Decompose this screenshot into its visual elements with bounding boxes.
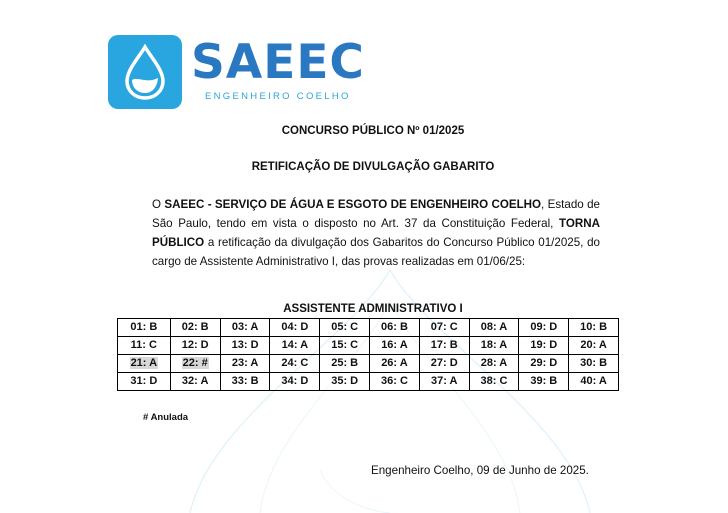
para-org-name: SAEEC - SERVIÇO DE ÁGUA E ESGOTO DE ENGENHEIRO COELHO: [164, 198, 542, 211]
answer-cell: 07: C: [419, 319, 469, 337]
answer-cell: 10: B: [569, 319, 619, 337]
answer-cell: 02: B: [170, 319, 220, 337]
answer-cell: 31: D: [118, 373, 171, 391]
retificacao-title: RETIFICAÇÃO DE DIVULGAÇÃO GABARITO: [251, 161, 495, 173]
answer-cell: 14: A: [270, 337, 320, 355]
answer-cell: 39: B: [519, 373, 569, 391]
logo-name: SAEEC: [191, 35, 365, 90]
answer-cell: 23: A: [220, 355, 270, 373]
signature-date: Engenheiro Coelho, 09 de Junho de 2025.: [371, 464, 589, 477]
answer-cell: 19: D: [519, 337, 569, 355]
answer-cell: 36: C: [370, 373, 420, 391]
answer-cell: 12: D: [170, 337, 220, 355]
answer-cell: 26: A: [370, 355, 420, 373]
answer-cell: 16: A: [370, 337, 420, 355]
answer-key-table: [117, 318, 619, 391]
intro-paragraph: [152, 195, 600, 271]
answer-cell: 05: C: [320, 319, 370, 337]
answer-cell: 06: B: [370, 319, 420, 337]
answer-cell: 29: D: [519, 355, 569, 373]
answer-cell: 35: D: [320, 373, 370, 391]
table-row: [118, 355, 619, 373]
answer-cell: 13: D: [220, 337, 270, 355]
answer-cell: 28: A: [469, 355, 519, 373]
answer-cell: 32: A: [170, 373, 220, 391]
answer-cell: 04: D: [270, 319, 320, 337]
answer-cell: 24: C: [270, 355, 320, 373]
answer-highlight: 22: #: [182, 357, 208, 369]
answer-cell: 09: D: [519, 319, 569, 337]
table-row: [118, 373, 619, 391]
concurso-title: CONCURSO PÚBLICO Nº 01/2025: [281, 125, 465, 137]
answer-cell: 20: A: [569, 337, 619, 355]
section-title: ASSISTENTE ADMINISTRATIVO I: [283, 303, 463, 315]
water-drop-icon: [108, 35, 182, 109]
answer-cell: 01: B: [118, 319, 171, 337]
logo-subtitle: ENGENHEIRO COELHO: [205, 91, 351, 102]
answer-cell: 33: B: [220, 373, 270, 391]
answer-cell: [170, 355, 220, 373]
para-text-2: , Estado de São Paulo, tendo em vista o disposto no Art. 37 da Constituição Federal,: [152, 198, 600, 230]
annulled-note: # Anulada: [143, 412, 189, 423]
answer-cell: 38: C: [469, 373, 519, 391]
para-text-1: O: [152, 198, 165, 211]
table-row: [118, 319, 619, 337]
answer-cell: 18: A: [469, 337, 519, 355]
answer-cell: [118, 355, 171, 373]
answer-cell: 37: A: [419, 373, 469, 391]
answer-cell: 25: B: [320, 355, 370, 373]
saeec-logo: [108, 35, 365, 109]
answer-cell: 30: B: [569, 355, 619, 373]
answer-cell: 03: A: [220, 319, 270, 337]
answer-cell: 17: B: [419, 337, 469, 355]
table-row: [118, 337, 619, 355]
answer-cell: 27: D: [419, 355, 469, 373]
answer-cell: 15: C: [320, 337, 370, 355]
answer-cell: 34: D: [270, 373, 320, 391]
answer-cell: 08: A: [469, 319, 519, 337]
answer-cell: 40: A: [569, 373, 619, 391]
para-torna-publico: TORNA PÚBLICO: [152, 217, 600, 249]
answer-highlight: 21: A: [130, 357, 158, 369]
para-text-3: a retificação da divulgação dos Gabaritos do Concurso Público 01/2025, do cargo de Assistente Administrativo I, das provas realizadas em 01/06/25:: [152, 236, 600, 268]
answer-cell: 11: C: [118, 337, 171, 355]
